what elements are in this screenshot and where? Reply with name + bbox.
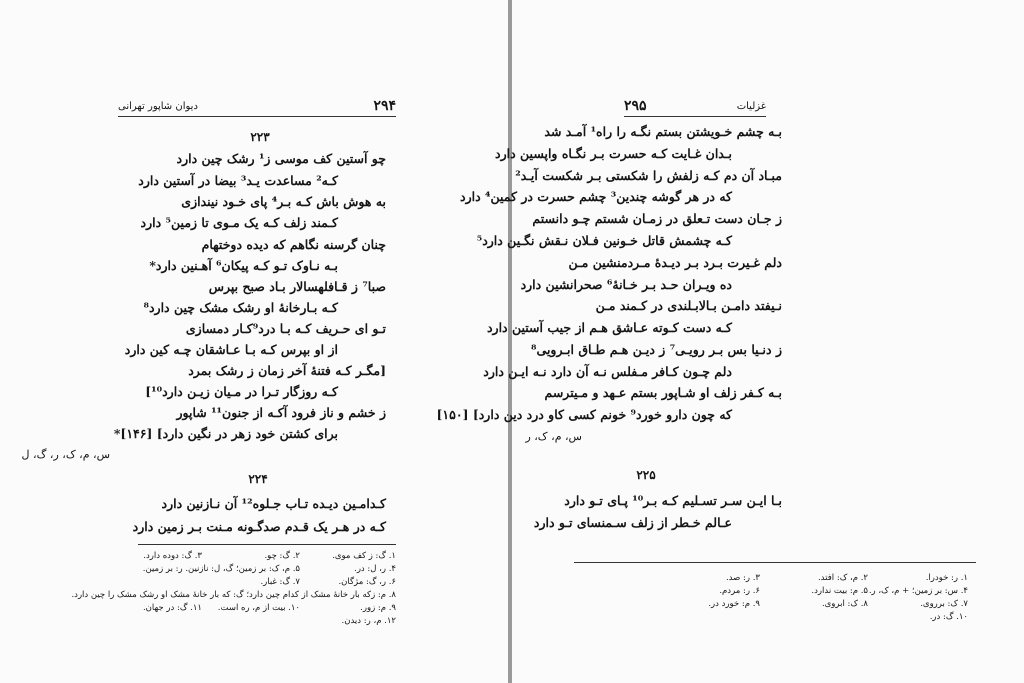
- footnote: ۴. س: بر زمین؛ + م، ک، ر.: [868, 586, 968, 596]
- right-page-number: ۲۹۵: [624, 98, 647, 114]
- verse-line: بـه نـاوک تـو کـه پیکان⁶ آهـنین دارد*: [149, 258, 338, 273]
- left-running-title: دیوان شاپور تهرانی: [118, 101, 198, 112]
- verse-line: دلم چـون کـافر مـفلس نـه آن دارد نـه ایـن دارد: [483, 364, 732, 379]
- verse-line: چنان گرسنه نگاهم که دیده دوختهام: [201, 237, 386, 252]
- footnote: ۶. ر: مردم.: [719, 586, 760, 596]
- verse-line: کـه² مساعدت یـد³ بیضا در آستین دارد: [138, 173, 338, 188]
- footnote: ۱۲. م، ر: دیدن.: [341, 616, 396, 626]
- verse-line: دلم غـیرت بـرد بـر دیـدهٔ مـردمنشین مـن: [568, 255, 782, 270]
- footnote: ۶. ر، گ: مژگان.: [338, 577, 396, 587]
- verse-line: عـالم خـطر از زلف سـمنسای تـو دارد: [533, 515, 732, 530]
- verse-line: صبا⁷ ز قـافلهسالار بـاد صبح بپرس: [208, 279, 386, 294]
- footnote-rule: [138, 544, 396, 545]
- footnote: ۲. م، ک: افتد.: [817, 573, 868, 583]
- verse-line: بـه چشم خـویشتن بستم نگـه را راه¹ آمـد شد: [544, 124, 782, 139]
- verse-line: کـه دست کـوته عـاشق هـم از جیب آستین دارد: [486, 320, 732, 335]
- right-page: [436, 0, 1024, 683]
- verse-line: کـه روزگار تـرا در مـیان زیـن دارد¹⁰]: [145, 384, 338, 399]
- verse-line: نـیفتد دامـن بـالابـلندی در کـمند مـن: [595, 298, 782, 313]
- verse-line: به هوش باش کـه بـر⁴ پای خـود نیندازی: [181, 194, 386, 209]
- right-footnotes: [678, 572, 968, 624]
- footnote: ۱. ر: خودرا.: [925, 573, 968, 583]
- footnote: ۷. گ: غبار.: [260, 577, 300, 587]
- verse-line: مبـاد آن دم کـه زلفش را شکستی بـر شکست آیـد²: [515, 168, 782, 183]
- verse-line: کـمند زلف کـه یک مـوی تا زمین⁵ دارد: [140, 215, 338, 230]
- left-footnotes: [71, 550, 396, 628]
- verse-line: کـه چشمش قاتل خـونین فـلان نـقش نگـین دارد⁵: [476, 233, 732, 248]
- verse-line: بـه کـفر زلف او شـاپور بستم عـهد و مـیترسم: [544, 385, 782, 400]
- verse-line: ز دنـیا بس بـر رویـی⁷ ز دیـن هـم طـاق ابـرویی⁸: [531, 342, 782, 357]
- poem-number: ۲۲۴: [248, 472, 268, 486]
- verse-line: چو آستین کف موسی ز¹ رشک چین دارد: [176, 151, 386, 166]
- footnote: ۸. ک: ابروی.: [821, 599, 868, 609]
- footnote: ۱۰. گ: در.: [929, 612, 968, 622]
- verse-line: که در هر گوشه چندین³ چشم حسرت در کمین⁴ دارد: [460, 189, 732, 204]
- footnote: ۴. ر، ل: در.: [354, 564, 396, 574]
- verse-line: بـدان غـایت کـه حسرت بـر نگـاه واپسین دارد: [495, 146, 732, 161]
- footnote: ۸. م: زکه بار خانهٔ مشک از کدام چین دارد؛ گ: که بار خانهٔ مشک او رشک مشک را چین دارد.: [71, 590, 396, 600]
- verse-line: ز خشم و ناز فرود آکـه از جنون¹¹ شاپور: [176, 405, 386, 420]
- footnote: ۱۰. بیت از م، ره است.: [217, 603, 300, 613]
- poem-sources: س، م، ک، ر: [525, 430, 582, 443]
- verse-line: [مگـر کـه فتنهٔ آخر زمان ز رشک بمرد: [188, 363, 386, 378]
- footnote: ۲. گ: چو.: [264, 551, 300, 561]
- footnote: ۳. ر: صد.: [725, 573, 760, 583]
- verse-line: ده ویـران حـد بـر خـانهٔ⁶ صحرانشین دارد: [520, 277, 732, 292]
- poem-number: ۲۲۵: [636, 468, 656, 482]
- verse-line: کـه بـارخانهٔ او رشک مشک چین دارد⁸: [143, 300, 338, 315]
- footnote: ۳. گ: دوده دارد.: [143, 551, 202, 561]
- footnote: ۵. م: بیت ندارد.: [811, 586, 868, 596]
- footnote: ۹. م: زور.: [360, 603, 396, 613]
- verse-line: از او بپرس کـه بـا عـاشقان چـه کین دارد: [124, 342, 338, 357]
- poem-sources: س، م، ک، ر، گ، ل: [21, 448, 110, 461]
- footnote-rule: [574, 562, 976, 563]
- verse-line: که چون دارو خورد⁹ خونم کسی کاو درد دین دارد] [۱۵۰]: [436, 407, 732, 422]
- verse-line: بـا ایـن سـر تسـلیم کـه بـر¹⁰ پـای تـو دارد: [564, 493, 782, 508]
- left-page-number: ۲۹۴: [373, 98, 396, 114]
- poem-number: ۲۲۳: [250, 130, 270, 144]
- verse-line: تـو ای حـریف کـه بـا درد⁹کـار دمسازی: [185, 321, 386, 336]
- footnote: ۷. ک: برروی.: [920, 599, 968, 609]
- verse-line: ز جـان دست تـعلق در زمـان شستم چـو دانستم: [532, 211, 782, 226]
- verse-line: برای کشتن خود زهر در نگین دارد] [۱۴۶]*: [113, 426, 338, 441]
- right-running-title: غزلیات: [736, 101, 766, 112]
- left-page: [0, 0, 508, 683]
- right-running-header: [624, 98, 766, 117]
- verse-line: کـه در هـر یک قـدم صدگـونه مـنت بـر زمین دارد: [132, 519, 386, 534]
- footnote: ۱۱. گ: در جهان.: [142, 603, 202, 613]
- left-running-header: [118, 98, 396, 117]
- footnote: ۵. م، ک: بر زمین؛ گ، ل: نازنین. ر: بر زمین.: [142, 564, 300, 574]
- footnote: ۹. م: خورد در.: [708, 599, 760, 609]
- footnote: ۱. گ: ز کف موی.: [332, 551, 396, 561]
- verse-line: کـدامـین دیـده تـاب جـلوه¹² آن نـازنین دارد: [161, 496, 386, 511]
